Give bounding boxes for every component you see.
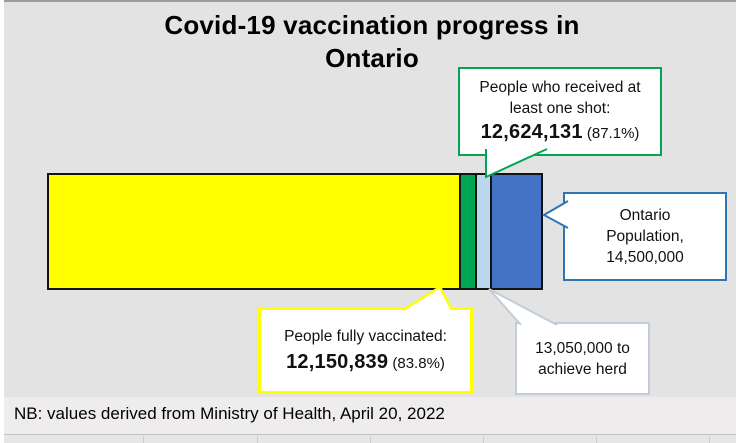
one-shot-percent: (87.1%) [586,124,640,142]
herd-text2: achieve herd [538,360,627,378]
bar-segment-remaining-population[interactable] [492,175,541,288]
source-footnote: NB: values derived from Ministry of Health, April 20, 2022 [14,404,445,423]
callout-one-shot[interactable] [458,67,662,156]
chart-title-line1: Covid-19 vaccination progress in [164,10,580,40]
cell-border [596,436,597,443]
population-value: 14,500,000 [606,249,684,266]
sheet-left-margin [0,0,4,443]
bar-segment-fully-vaccinated[interactable] [49,175,461,288]
callout-fully-vaccinated[interactable] [258,307,473,394]
callout-one-shot-text1: People who received at [479,78,641,96]
chart-title [0,9,736,75]
bar-segment-herd-threshold[interactable] [477,175,491,288]
cell-border [257,436,258,443]
callout-herd-immunity[interactable] [515,322,650,395]
fully-vaccinated-value-line [286,349,445,377]
fully-vaccinated-percent: (83.8%) [392,355,445,372]
cell-border [370,436,371,443]
herd-text1: 13,050,000 to [535,339,630,357]
cell-border [709,436,710,443]
fully-vaccinated-value: 12,150,839 [286,351,389,373]
cell-border [483,436,484,443]
population-text1: Ontario [619,207,671,224]
callout-one-shot-text2: least one shot: [509,99,611,117]
cell-border [143,436,144,443]
one-shot-value: 12,624,131 [480,120,583,143]
fully-vaccinated-text: People fully vaccinated: [284,328,447,345]
bar-segment-one-shot[interactable] [461,175,477,288]
spreadsheet-row [0,434,736,443]
chart-title-line2: Ontario [325,43,419,73]
callout-ontario-population[interactable] [563,192,727,281]
callout-one-shot-value-line [481,119,640,147]
population-text2: Population, [606,228,684,245]
stacked-population-bar[interactable] [47,173,543,290]
